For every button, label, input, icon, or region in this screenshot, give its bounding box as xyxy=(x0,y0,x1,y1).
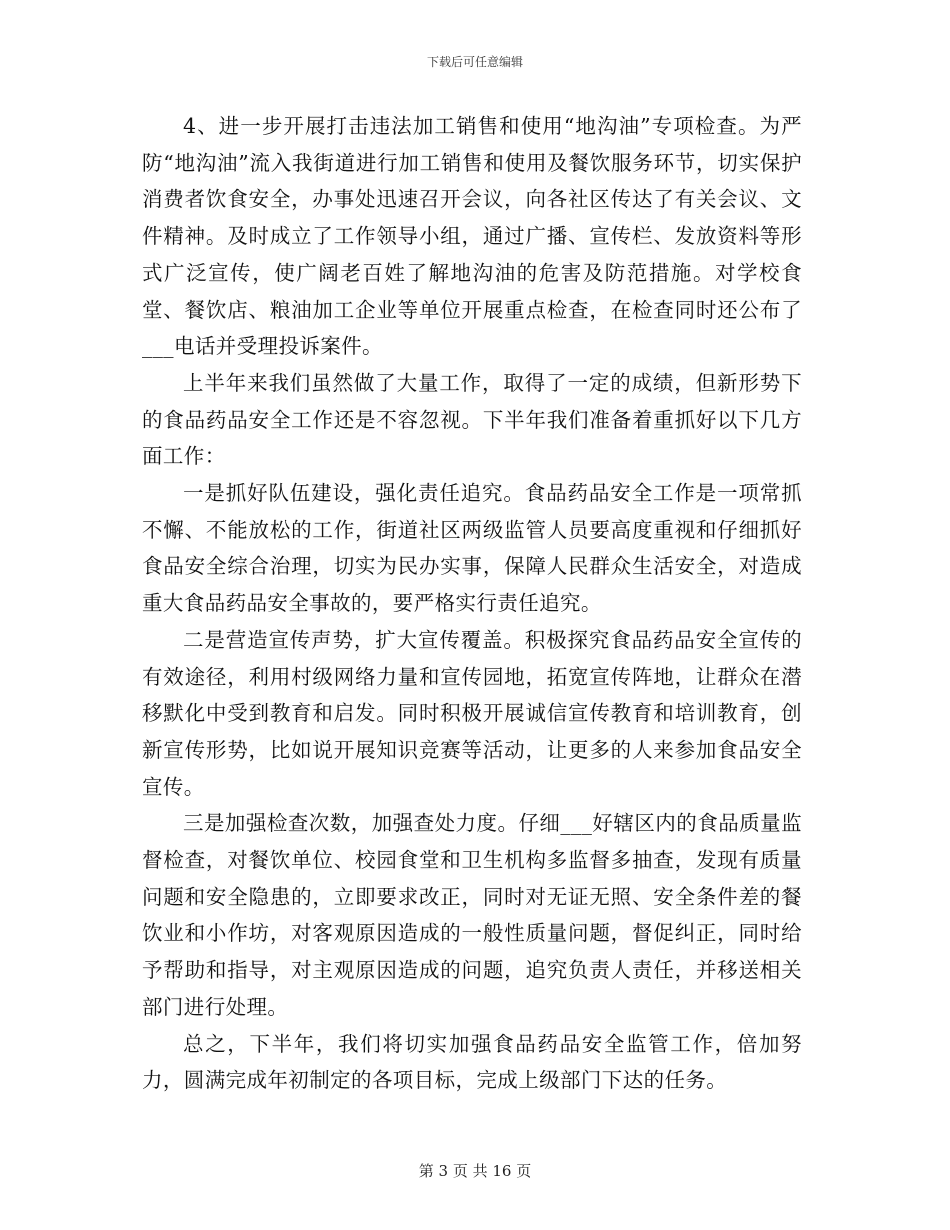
header-note: 下载后可任意编辑 xyxy=(426,55,523,69)
paragraph-1: 4、进一步开展打击违法加工销售和使用“地沟油”专项检查。为严防“地沟油”流入我街道进行加工销售和使用及餐饮服务环节，切实保护消费者饮食安全，办事处迅速召开会议，向各社区传达了有关会议、文件精神。及时成立了工作领导小组，通过广播、宣传栏、发放资料等形式广泛宣传，使广阔老百姓了解地沟油的危害及防范措施。对学校食堂、餐饮店、粮油加工企业等单位开展重点检查，在检查同时还公布了___电话并受理投诉案件。 xyxy=(142,114,802,359)
paragraph-5: 三是加强检查次数，加强查处力度。仔细___好辖区内的食品质量监督检查，对餐饮单位、校园食堂和卫生机构多监督多抽查，发现有质量问题和安全隐患的，立即要求改正，同时对无证无照、安全条件差的餐饮业和小作坊，对客观原因造成的一般性质量问题，督促纠正，同时给予帮助和指导，对主观原因造成的问题，追究负责人责任，并移送相关部门进行处理。 xyxy=(142,811,802,1019)
document-body xyxy=(142,108,802,1099)
paragraph-2: 上半年来我们虽然做了大量工作，取得了一定的成绩，但新形势下的食品药品安全工作还是不容忽视。下半年我们准备着重抓好以下几方面工作： xyxy=(142,370,802,469)
paragraph-3: 一是抓好队伍建设，强化责任追究。食品药品安全工作是一项常抓不懈、不能放松的工作，街道社区两级监管人员要高度重视和仔细抓好食品安全综合治理，切实为民办实事，保障人民群众生活安全，对造成重大食品药品安全事故的，要严格实行责任追究。 xyxy=(142,481,802,616)
paragraph-6: 总之，下半年，我们将切实加强食品药品安全监管工作，倍加努力，圆满完成年初制定的各项目标，完成上级部门下达的任务。 xyxy=(142,1031,802,1093)
paragraph-4: 二是营造宣传声势，扩大宣传覆盖。积极探究食品药品安全宣传的有效途径，利用村级网络力量和宣传园地，拓宽宣传阵地，让群众在潜移默化中受到教育和启发。同时积极开展诚信宣传教育和培训教育，创新宣传形势，比如说开展知识竞赛等活动，让更多的人来参加食品安全宣传。 xyxy=(142,627,802,799)
page-number: 第 3 页 共 16 页 xyxy=(418,1162,532,1180)
